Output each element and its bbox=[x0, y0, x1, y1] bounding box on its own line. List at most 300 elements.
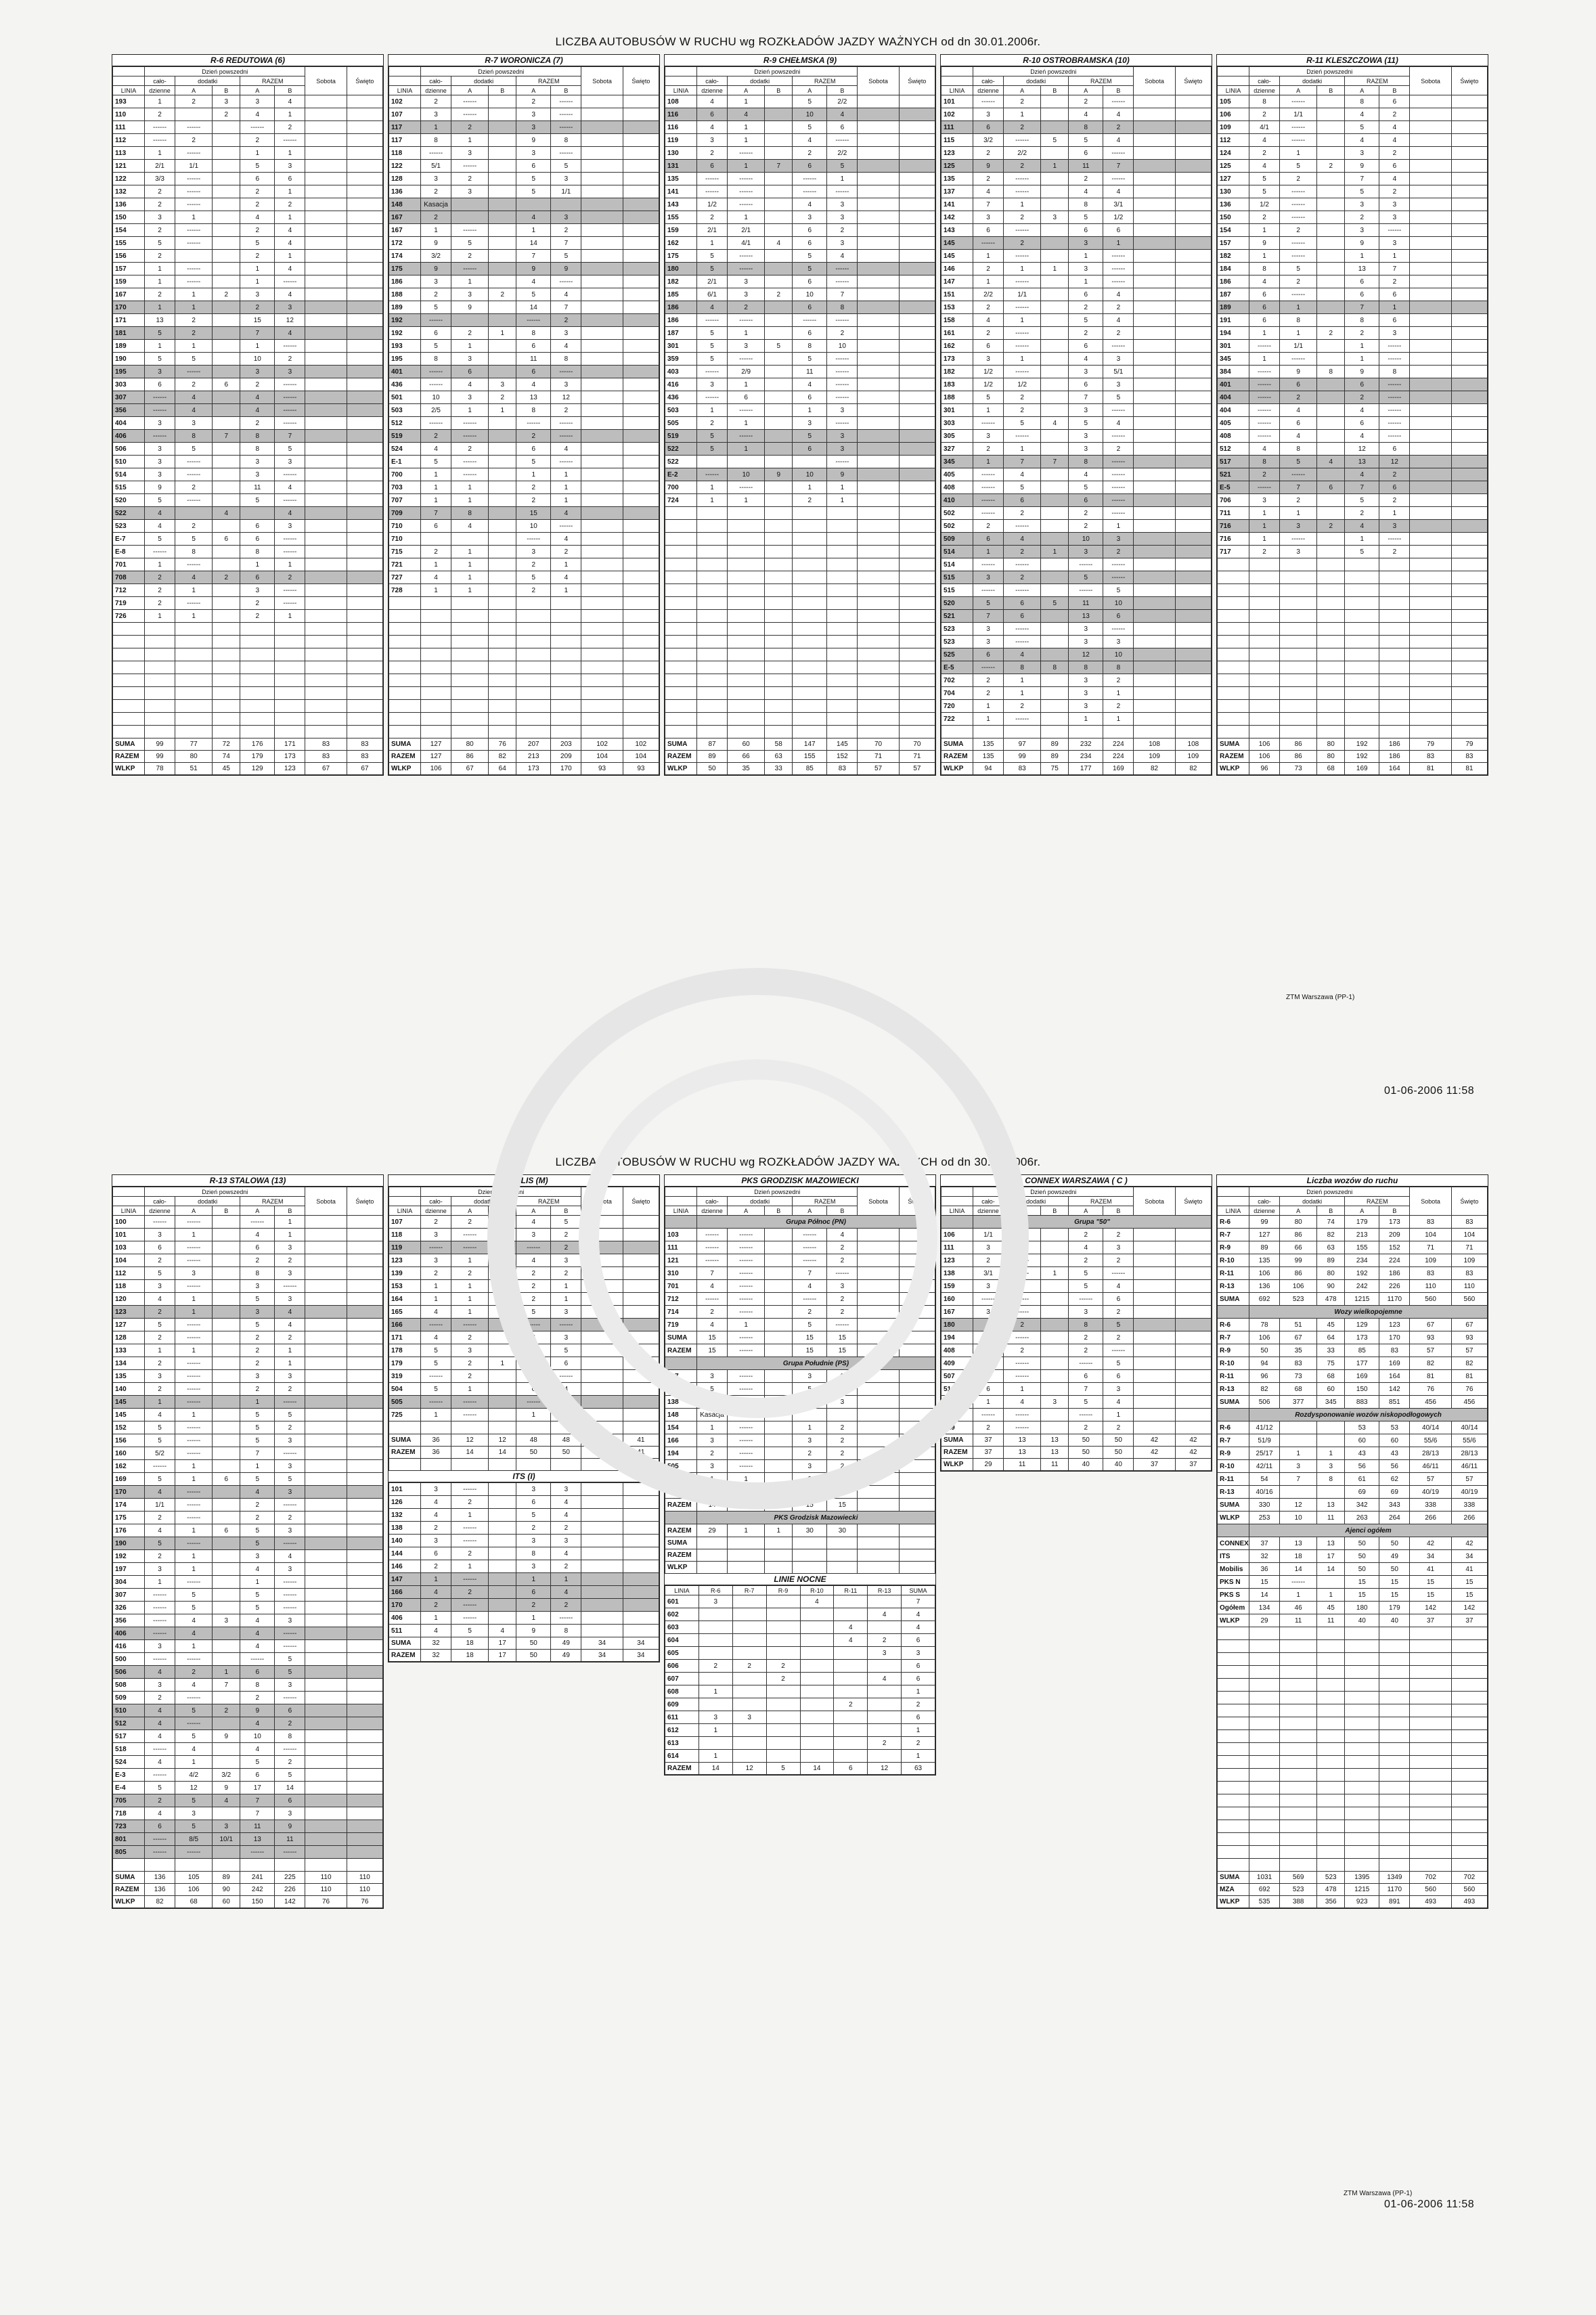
line-cell: 705 bbox=[113, 1794, 145, 1807]
blank-cell bbox=[1317, 1846, 1345, 1859]
value-cell: 1 bbox=[1041, 1267, 1069, 1280]
value-cell: 13 bbox=[145, 314, 175, 327]
blank-cell bbox=[1345, 1627, 1379, 1640]
value-cell bbox=[899, 1280, 935, 1293]
value-cell: 4 bbox=[1103, 417, 1134, 430]
blank-cell bbox=[765, 726, 793, 738]
value-cell bbox=[1175, 636, 1211, 648]
value-cell: 5 bbox=[551, 1216, 581, 1229]
line-cell: 171 bbox=[113, 314, 145, 327]
blank-cell bbox=[1345, 1704, 1379, 1717]
data-row bbox=[665, 494, 935, 507]
value-cell bbox=[623, 211, 659, 224]
line-cell: 519 bbox=[389, 430, 421, 443]
blank-cell bbox=[765, 636, 793, 648]
data-row bbox=[113, 173, 383, 185]
value-cell: 1 bbox=[793, 1421, 827, 1434]
value-cell bbox=[1134, 507, 1175, 520]
value-cell bbox=[899, 1344, 935, 1357]
value-cell: ------ bbox=[275, 1640, 305, 1653]
data-row bbox=[1218, 1524, 1488, 1537]
value-cell: 67 bbox=[1410, 1319, 1451, 1331]
value-cell: 3 bbox=[1280, 1460, 1317, 1473]
header-row bbox=[941, 1187, 1212, 1197]
blank-cell bbox=[113, 700, 145, 713]
blank-cell bbox=[1249, 571, 1280, 584]
data-row bbox=[941, 275, 1212, 288]
value-cell: 2/2 bbox=[1004, 147, 1041, 160]
sub-row bbox=[389, 1625, 659, 1637]
blank-cell bbox=[765, 546, 793, 558]
value-cell: 29 bbox=[1249, 1614, 1280, 1627]
value-cell: 3 bbox=[1317, 1460, 1345, 1473]
header-calo: cało- bbox=[1249, 76, 1280, 86]
value-cell: 15 bbox=[793, 1331, 827, 1344]
value-cell bbox=[623, 275, 659, 288]
value-cell bbox=[899, 391, 935, 404]
block-title: R-9 CHEŁMSKA (9) bbox=[665, 55, 935, 66]
value-cell: 5 bbox=[451, 1625, 489, 1637]
value-cell: 10 bbox=[1069, 533, 1103, 546]
line-cell: 303 bbox=[113, 378, 145, 391]
value-cell: 5 bbox=[145, 353, 175, 366]
value-cell bbox=[1317, 263, 1345, 275]
value-cell bbox=[1041, 1306, 1069, 1319]
value-cell bbox=[213, 1306, 240, 1319]
line-cell: 147 bbox=[389, 1573, 421, 1586]
blank-cell bbox=[765, 507, 793, 520]
value-cell: 1 bbox=[1004, 1383, 1041, 1396]
value-cell bbox=[347, 288, 382, 301]
value-cell bbox=[899, 314, 935, 327]
value-cell bbox=[1134, 584, 1175, 597]
value-cell: 7 bbox=[1103, 160, 1134, 173]
value-cell bbox=[1317, 1486, 1345, 1499]
value-cell: 6 bbox=[1345, 378, 1379, 391]
value-cell bbox=[1317, 1576, 1345, 1589]
header-cell: A bbox=[793, 1206, 827, 1216]
summary-cell: 34 bbox=[623, 1650, 659, 1662]
value-cell: 94 bbox=[1249, 1357, 1280, 1370]
line-cell: 191 bbox=[1218, 314, 1249, 327]
value-cell: 12 bbox=[1280, 1499, 1317, 1512]
value-cell bbox=[581, 1573, 623, 1586]
value-cell bbox=[213, 353, 240, 366]
nocne-cell bbox=[732, 1698, 766, 1711]
blank-cell bbox=[1345, 713, 1379, 726]
nocne-cell bbox=[800, 1698, 834, 1711]
data-row bbox=[389, 584, 659, 597]
data-row bbox=[389, 456, 659, 468]
line-cell: 723 bbox=[113, 1820, 145, 1833]
sub-row bbox=[389, 1509, 659, 1522]
value-cell: 7 bbox=[240, 1447, 275, 1460]
blank-cell bbox=[581, 648, 623, 661]
blank-cell bbox=[623, 636, 659, 648]
value-cell: ------ bbox=[275, 404, 305, 417]
summary-cell: WLKP bbox=[941, 1459, 973, 1471]
value-cell: 5 bbox=[175, 1602, 213, 1614]
summary-cell: 72 bbox=[213, 738, 240, 751]
line-cell: 130 bbox=[1218, 185, 1249, 198]
summary-cell: 32 bbox=[421, 1650, 451, 1662]
value-cell: 2 bbox=[145, 1692, 175, 1704]
summary-cell bbox=[697, 1549, 728, 1562]
value-cell: 2 bbox=[421, 185, 451, 198]
value-cell: 4 bbox=[145, 1807, 175, 1820]
data-row bbox=[1218, 1421, 1488, 1434]
data-row bbox=[665, 173, 935, 185]
header-cell: B bbox=[827, 1206, 858, 1216]
value-cell: 5 bbox=[240, 1319, 275, 1331]
blank-cell bbox=[581, 1421, 623, 1434]
value-cell bbox=[1041, 1344, 1069, 1357]
value-cell bbox=[489, 430, 516, 443]
value-cell: 2 bbox=[1379, 546, 1410, 558]
nocne-header-cell: SUMA bbox=[902, 1586, 935, 1595]
value-cell bbox=[1134, 1229, 1175, 1241]
value-cell: 7 bbox=[1069, 391, 1103, 404]
value-cell: 2/9 bbox=[728, 366, 765, 378]
line-cell: R-7 bbox=[1218, 1229, 1249, 1241]
value-cell: ------ bbox=[175, 1692, 213, 1704]
value-cell: 169 bbox=[1379, 1357, 1410, 1370]
value-cell bbox=[213, 1396, 240, 1409]
header-razem: RAZEM bbox=[793, 76, 858, 86]
value-cell bbox=[305, 1704, 347, 1717]
nocne-cell: 1 bbox=[902, 1750, 935, 1763]
value-cell: 2/1 bbox=[697, 275, 728, 288]
value-cell: 4 bbox=[175, 391, 213, 404]
value-cell: 6 bbox=[1249, 314, 1280, 327]
value-cell: 2 bbox=[1004, 1280, 1041, 1293]
line-cell: 128 bbox=[389, 173, 421, 185]
value-cell: 2 bbox=[551, 1241, 581, 1254]
value-cell: 14 bbox=[1317, 1563, 1345, 1576]
value-cell bbox=[623, 1306, 659, 1319]
summary-cell: RAZEM bbox=[113, 1884, 145, 1896]
value-cell bbox=[347, 327, 382, 340]
value-cell: 2 bbox=[240, 597, 275, 610]
value-cell: 1/2 bbox=[973, 366, 1004, 378]
value-cell: 49 bbox=[1379, 1550, 1410, 1563]
header-dzien: Dzień powszedni bbox=[973, 67, 1134, 76]
value-cell: ------ bbox=[1103, 558, 1134, 571]
value-cell: 13 bbox=[1345, 456, 1379, 468]
value-cell: 8 bbox=[516, 327, 551, 340]
value-cell: 50 bbox=[1345, 1550, 1379, 1563]
data-row bbox=[113, 1409, 383, 1421]
blank-cell bbox=[793, 687, 827, 700]
blank-cell bbox=[421, 1421, 451, 1434]
blank-cell bbox=[1218, 1769, 1249, 1782]
summary-cell: 147 bbox=[793, 738, 827, 751]
value-cell: 4 bbox=[240, 1640, 275, 1653]
line-cell: 182 bbox=[941, 366, 973, 378]
value-cell bbox=[347, 1807, 382, 1820]
summary-row bbox=[389, 738, 659, 751]
value-cell: ------ bbox=[1249, 481, 1280, 494]
value-cell bbox=[1175, 1331, 1211, 1344]
value-cell bbox=[765, 250, 793, 263]
pad-blank-row bbox=[113, 661, 383, 674]
value-cell: 2 bbox=[1069, 173, 1103, 185]
value-cell: 7 bbox=[1345, 481, 1379, 494]
data-row bbox=[389, 533, 659, 546]
summary-cell: 11 bbox=[1004, 1459, 1041, 1471]
value-cell: 83 bbox=[1410, 1267, 1451, 1280]
pad-blank-row bbox=[665, 726, 935, 738]
blank-cell bbox=[1218, 648, 1249, 661]
blank-cell bbox=[1249, 1743, 1280, 1756]
value-cell: 1 bbox=[793, 481, 827, 494]
value-cell bbox=[765, 391, 793, 404]
data-row bbox=[113, 597, 383, 610]
summary-cell: 110 bbox=[347, 1872, 382, 1884]
value-cell bbox=[347, 224, 382, 237]
value-cell bbox=[305, 1216, 347, 1229]
blank-cell bbox=[1280, 1756, 1317, 1769]
blank-cell bbox=[665, 713, 697, 726]
blank-cell bbox=[793, 623, 827, 636]
summary-cell: 99 bbox=[1004, 751, 1041, 763]
value-cell bbox=[1410, 160, 1451, 173]
data-row bbox=[113, 1241, 383, 1254]
data-row bbox=[113, 1769, 383, 1782]
nocne-cell: 2 bbox=[699, 1660, 732, 1673]
pad-blank-row bbox=[1218, 1820, 1488, 1833]
value-cell: 54 bbox=[1249, 1473, 1280, 1486]
line-cell: R-9 bbox=[1218, 1447, 1249, 1460]
value-cell: 3 bbox=[1069, 636, 1103, 648]
value-cell bbox=[489, 314, 516, 327]
value-cell: 4 bbox=[145, 1409, 175, 1421]
value-cell: 50 bbox=[1379, 1563, 1410, 1576]
value-cell: ------ bbox=[175, 1319, 213, 1331]
blank-cell bbox=[1218, 661, 1249, 674]
value-cell: 34 bbox=[1451, 1550, 1487, 1563]
summary-cell: 58 bbox=[765, 738, 793, 751]
value-cell: 5 bbox=[175, 443, 213, 456]
blank-cell bbox=[1280, 713, 1317, 726]
header-blank bbox=[389, 76, 421, 86]
value-cell: ------ bbox=[451, 1612, 489, 1625]
value-cell bbox=[581, 108, 623, 121]
line-cell: 193 bbox=[389, 340, 421, 353]
value-cell: 5 bbox=[1345, 494, 1379, 507]
value-cell: 36 bbox=[1249, 1563, 1280, 1576]
header-razem: RAZEM bbox=[1345, 76, 1410, 86]
line-cell: 713 bbox=[941, 1396, 973, 1409]
summary-cell bbox=[793, 1549, 827, 1562]
value-cell bbox=[305, 1537, 347, 1550]
value-cell: 2 bbox=[213, 108, 240, 121]
blank-cell bbox=[1317, 1730, 1345, 1743]
line-cell: 190 bbox=[113, 1537, 145, 1550]
value-cell bbox=[1041, 314, 1069, 327]
value-cell bbox=[1317, 340, 1345, 353]
value-cell bbox=[213, 250, 240, 263]
blank-cell bbox=[623, 610, 659, 623]
value-cell: 10 bbox=[827, 340, 858, 353]
summary-cell: 105 bbox=[175, 1872, 213, 1884]
blank-cell bbox=[1280, 1640, 1317, 1653]
blank-cell bbox=[1379, 1704, 1410, 1717]
value-cell bbox=[858, 263, 899, 275]
value-cell: 6 bbox=[1103, 1293, 1134, 1306]
value-cell: 50 bbox=[1345, 1563, 1379, 1576]
block-title: PKS GRODZISK MAZOWIECKI bbox=[665, 1175, 935, 1187]
value-cell bbox=[1041, 1421, 1069, 1434]
data-row bbox=[389, 263, 659, 275]
data-row bbox=[113, 250, 383, 263]
nocne-sum-cell: RAZEM bbox=[665, 1763, 699, 1775]
value-cell bbox=[581, 224, 623, 237]
header-sobota: Sobota bbox=[1134, 1187, 1175, 1216]
value-cell bbox=[489, 1254, 516, 1267]
nocne-header bbox=[665, 1586, 935, 1595]
blank-cell bbox=[899, 674, 935, 687]
value-cell bbox=[1041, 648, 1069, 661]
value-cell bbox=[1410, 340, 1451, 353]
value-cell: 4 bbox=[1249, 443, 1280, 456]
value-cell: 2 bbox=[793, 1306, 827, 1319]
value-cell: 5 bbox=[145, 1421, 175, 1434]
value-cell: 2 bbox=[145, 1306, 175, 1319]
value-cell: 2 bbox=[973, 147, 1004, 160]
value-cell: 2 bbox=[240, 185, 275, 198]
summary-row bbox=[1218, 751, 1488, 763]
value-cell: 2 bbox=[240, 1254, 275, 1267]
value-cell: 2 bbox=[793, 494, 827, 507]
value-cell bbox=[1451, 314, 1487, 327]
blank-cell bbox=[213, 726, 240, 738]
sub-row bbox=[389, 1535, 659, 1547]
value-cell: 1 bbox=[728, 443, 765, 456]
value-cell bbox=[347, 1319, 382, 1331]
value-cell: ------ bbox=[1069, 558, 1103, 571]
line-cell: 113 bbox=[113, 147, 145, 160]
value-cell: 7 bbox=[213, 430, 240, 443]
value-cell: ------ bbox=[516, 1319, 551, 1331]
header-cell: dzienne bbox=[697, 1206, 728, 1216]
value-cell bbox=[347, 1563, 382, 1576]
value-cell: 2 bbox=[827, 1370, 858, 1383]
value-cell: ------ bbox=[1379, 353, 1410, 366]
block-p1-2 bbox=[664, 54, 936, 776]
value-cell bbox=[581, 250, 623, 263]
value-cell: 883 bbox=[1345, 1396, 1379, 1409]
value-cell bbox=[213, 1602, 240, 1614]
summary-cell: 224 bbox=[1103, 738, 1134, 751]
line-cell: 144 bbox=[389, 1547, 421, 1560]
line-cell: 712 bbox=[113, 584, 145, 597]
summary-cell: 356 bbox=[1317, 1896, 1345, 1908]
value-cell: 142 bbox=[1451, 1602, 1487, 1614]
blank-cell bbox=[827, 558, 858, 571]
value-cell bbox=[1451, 198, 1487, 211]
value-cell bbox=[489, 507, 516, 520]
value-cell: 2 bbox=[1004, 1344, 1041, 1357]
value-cell: 6 bbox=[1069, 1370, 1103, 1383]
data-row bbox=[941, 108, 1212, 121]
blank-cell bbox=[581, 597, 623, 610]
value-cell: 2 bbox=[275, 1254, 305, 1267]
nocne-cell bbox=[766, 1737, 800, 1750]
blank-cell bbox=[275, 726, 305, 738]
value-cell: ------ bbox=[145, 121, 175, 134]
value-cell: 123 bbox=[1379, 1319, 1410, 1331]
blank-cell bbox=[1345, 661, 1379, 674]
summary-cell: 94 bbox=[973, 763, 1004, 775]
data-row bbox=[941, 481, 1212, 494]
data-row bbox=[1218, 340, 1488, 353]
value-cell: 2 bbox=[175, 1666, 213, 1679]
line-cell: 710 bbox=[389, 520, 421, 533]
blank-cell bbox=[489, 700, 516, 713]
value-cell: 2 bbox=[1379, 147, 1410, 160]
value-cell: 2 bbox=[1004, 160, 1041, 173]
value-cell bbox=[305, 1640, 347, 1653]
value-cell: 5 bbox=[697, 250, 728, 263]
blank-cell bbox=[1345, 1730, 1379, 1743]
value-cell bbox=[1175, 314, 1211, 327]
data-row bbox=[113, 1602, 383, 1614]
value-cell bbox=[1451, 520, 1487, 533]
blank-cell bbox=[1379, 1833, 1410, 1846]
value-cell: ------ bbox=[697, 1254, 728, 1267]
value-cell: ------ bbox=[1103, 456, 1134, 468]
value-cell: 1 bbox=[1004, 353, 1041, 366]
value-cell bbox=[305, 211, 347, 224]
data-row bbox=[113, 1447, 383, 1460]
data-row bbox=[113, 1434, 383, 1447]
blank-cell bbox=[516, 713, 551, 726]
value-cell: 5 bbox=[793, 1383, 827, 1396]
value-cell: 4 bbox=[1280, 404, 1317, 417]
blank-cell bbox=[899, 726, 935, 738]
nocne-cell bbox=[834, 1673, 868, 1685]
header-dodatki: dodatki bbox=[175, 1197, 240, 1206]
data-row bbox=[941, 571, 1212, 584]
blank-cell bbox=[1345, 571, 1379, 584]
blank-cell bbox=[1317, 1833, 1345, 1846]
value-cell: ------ bbox=[1379, 533, 1410, 546]
value-cell: 2 bbox=[1103, 443, 1134, 456]
line-cell: R-9 bbox=[1218, 1241, 1249, 1254]
pad-blank-row bbox=[665, 674, 935, 687]
value-cell bbox=[1175, 108, 1211, 121]
value-cell bbox=[1410, 404, 1451, 417]
value-cell bbox=[1041, 1331, 1069, 1344]
value-cell: 42 bbox=[1410, 1537, 1451, 1550]
value-cell: 1/1 bbox=[175, 160, 213, 173]
line-cell: 154 bbox=[113, 224, 145, 237]
line-cell: 715 bbox=[389, 546, 421, 558]
line-cell: 518 bbox=[113, 1743, 145, 1756]
value-cell: 2 bbox=[973, 687, 1004, 700]
block-title: CONNEX WARSZAWA ( C ) bbox=[941, 1175, 1212, 1187]
blank-cell bbox=[899, 597, 935, 610]
value-cell: 1 bbox=[175, 1306, 213, 1319]
value-cell: 4 bbox=[145, 1717, 175, 1730]
value-cell: ------ bbox=[1103, 623, 1134, 636]
value-cell bbox=[305, 1576, 347, 1589]
block-table bbox=[941, 66, 1212, 775]
blank-cell bbox=[1317, 623, 1345, 636]
value-cell bbox=[623, 121, 659, 134]
value-cell bbox=[581, 340, 623, 353]
